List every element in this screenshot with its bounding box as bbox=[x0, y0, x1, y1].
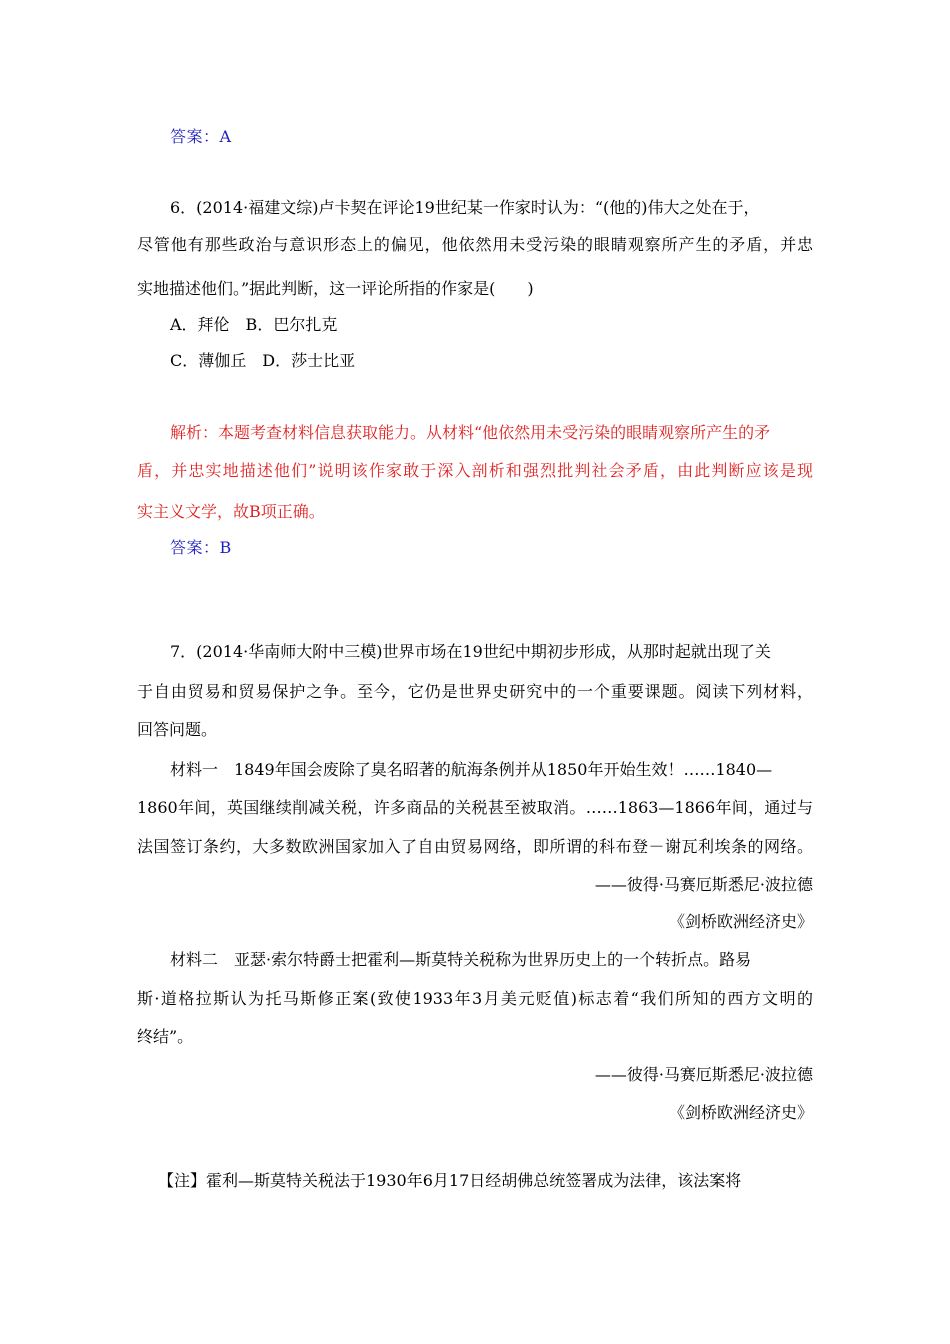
question-6-line-2: 尽管他有那些政治与意识形态上的偏见，他依然用未受污染的眼睛观察所产生的矛盾，并忠 bbox=[137, 235, 813, 254]
material-1-line-2: 1860年间，英国继续削减关税，许多商品的关税甚至被取消。……1863—1866年间，通过与 bbox=[137, 798, 813, 817]
answer-a: 答案：A bbox=[170, 127, 232, 146]
material-2-line-3: 终结”。 bbox=[137, 1027, 194, 1046]
material-1-line-3: 法国签订条约，大多数欧洲国家加入了自由贸易网络，即所谓的科布登－谢瓦利埃条的网络。 bbox=[137, 837, 813, 856]
source-2-author: ——彼得·马赛厄斯悉尼·波拉德 bbox=[594, 1065, 813, 1084]
material-2-line-2: 斯·道格拉斯认为托马斯修正案(致使1933年3月美元贬值)标志着“我们所知的西方文明的 bbox=[137, 989, 813, 1008]
question-6-line-3: 实地描述他们。”据此判断，这一评论所指的作家是( ) bbox=[137, 279, 534, 298]
question-6-line-1: 6．(2014·福建文综)卢卡契在评论19世纪某一作家时认为：“(他的)伟大之处在于， bbox=[170, 198, 760, 217]
source-1-book: 《剑桥欧洲经济史》 bbox=[668, 912, 813, 931]
question-7-line-1: 7．(2014·华南师大附中三模)世界市场在19世纪中期初步形成，从那时起就出现了关 bbox=[170, 642, 771, 661]
analysis-line-3: 实主义文学，故B项正确。 bbox=[137, 502, 325, 521]
option-row-ab: A．拜伦 B．巴尔扎克 bbox=[170, 315, 338, 334]
option-row-cd: C．薄伽丘 D．莎士比亚 bbox=[170, 351, 356, 370]
question-7-line-3: 回答问题。 bbox=[137, 720, 218, 739]
source-1-author: ——彼得·马赛厄斯悉尼·波拉德 bbox=[594, 875, 813, 894]
material-2-line-1: 材料二 亚瑟·索尔特爵士把霍利—斯莫特关税称为世界历史上的一个转折点。路易 bbox=[170, 950, 752, 969]
note: 【注】霍利—斯莫特关税法于1930年6月17日经胡佛总统签署成为法律，该法案将 bbox=[158, 1171, 742, 1190]
analysis-line-2: 盾，并忠实地描述他们”说明该作家敢于深入剖析和强烈批判社会矛盾，由此判断应该是现 bbox=[137, 461, 813, 480]
analysis-line-1: 解析：本题考查材料信息获取能力。从材料“他依然用未受污染的眼睛观察所产生的矛 bbox=[170, 423, 771, 442]
question-7-line-2: 于自由贸易和贸易保护之争。至今，它仍是世界史研究中的一个重要课题。阅读下列材料， bbox=[137, 682, 813, 701]
material-1-line-1: 材料一 1849年国会废除了臭名昭著的航海条例并从1850年开始生效！……1840— bbox=[170, 760, 773, 779]
source-2-book: 《剑桥欧洲经济史》 bbox=[668, 1103, 813, 1122]
answer-b: 答案：B bbox=[170, 538, 232, 557]
